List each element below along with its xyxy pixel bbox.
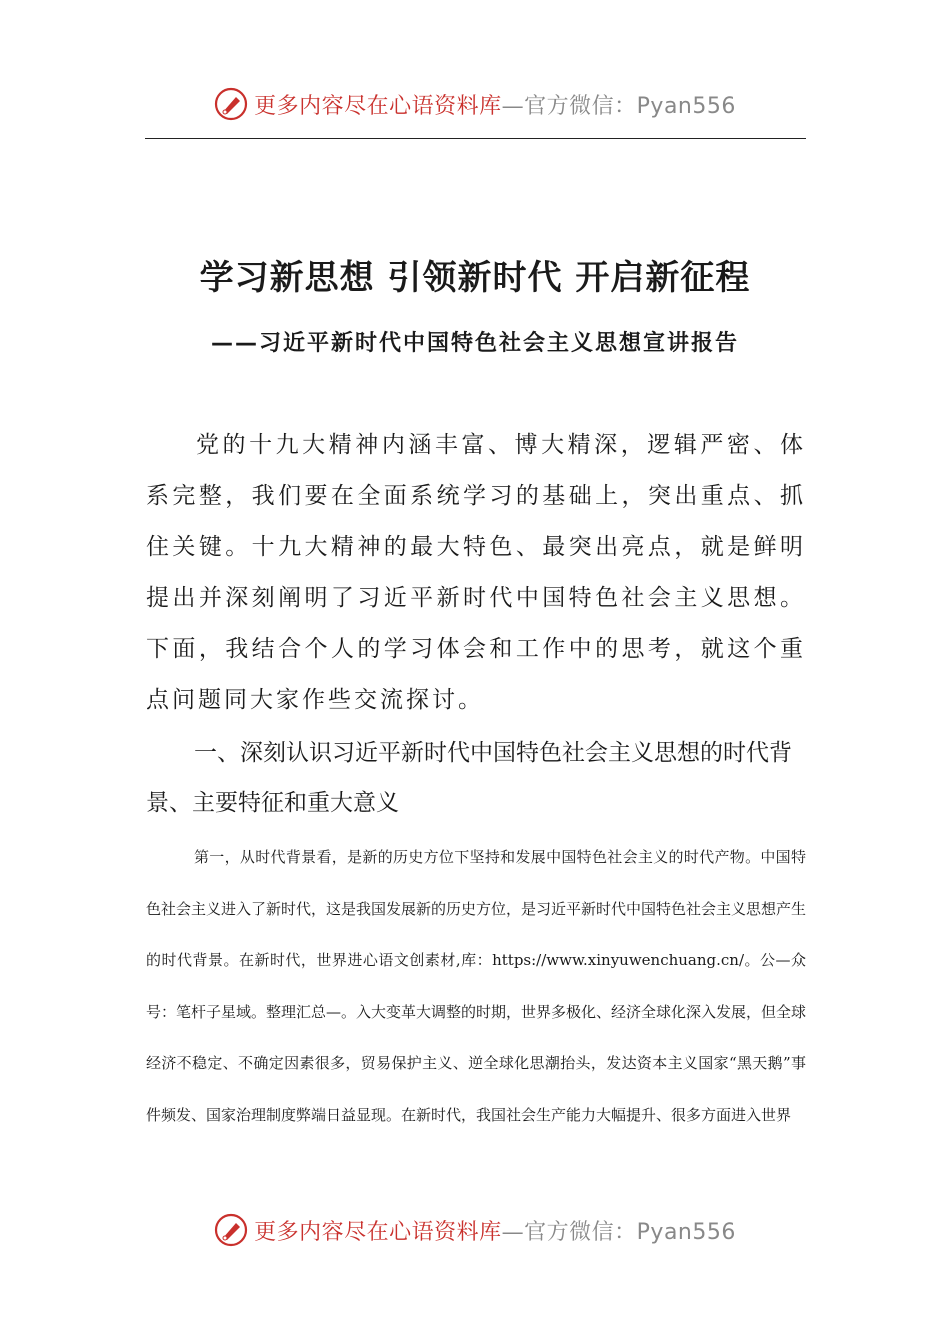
header-divider — [145, 138, 806, 139]
header-brand-text: 更多内容尽在心语资料库 — [254, 93, 502, 119]
pen-nib-logo-icon — [214, 87, 248, 121]
footer-banner — [0, 1208, 950, 1252]
body-paragraph: 第一，从时代背景看，是新的历史方位下坚持和发展中国特色社会主义的时代产物。中国特色社会主义进入了新时代，这是我国发展新的历史方位，是习近平新时代中国特色社会主义思想产生的时代背景。在新时代，世界进心语文创素材,库：https://www.xinyuwenchuang.cn/。公—众号：笔杆子星域。整理汇总—。入大变革大调整的时期，世界多极化、经济全球化深入发展，但全球经济不稳定、不确定因素很多，贸易保护主义、逆全球化思潮抬头，发达资本主义国家“黑天鹅”事件频发、国家治理制度弊端日益显现。在新时代，我国社会生产能力大幅提升、很多方面进入世界 — [146, 848, 807, 1124]
document-title: 学习新思想 引领新时代 开启新征程 — [199, 258, 751, 298]
header-banner — [0, 82, 950, 126]
footer-brand-text: 更多内容尽在心语资料库 — [254, 1219, 502, 1245]
footer-dash: — — [501, 1219, 525, 1245]
footer-contact-text: 官方微信：Pyan556 — [524, 1219, 736, 1245]
section-heading: 一、深刻认识习近平新时代中国特色社会主义思想的时代背景、主要特征和重大意义 — [146, 740, 792, 816]
header-dash: — — [501, 93, 525, 119]
intro-paragraph: 党的十九大精神内涵丰富、博大精深，逻辑严密、体系完整，我们要在全面系统学习的基础上，突出重点、抓住关键。十九大精神的最大特色、最突出亮点，就是鲜明提出并深刻阐明了习近平新时代中国特色社会主义思想。下面，我结合个人的学习体会和工作中的思考，就这个重点问题同大家作些交流探讨。 — [146, 432, 806, 713]
document-subtitle: ——习近平新时代中国特色社会主义思想宣讲报告 — [210, 331, 739, 356]
pen-nib-logo-icon — [214, 1213, 248, 1247]
header-contact-text: 官方微信：Pyan556 — [524, 93, 736, 119]
